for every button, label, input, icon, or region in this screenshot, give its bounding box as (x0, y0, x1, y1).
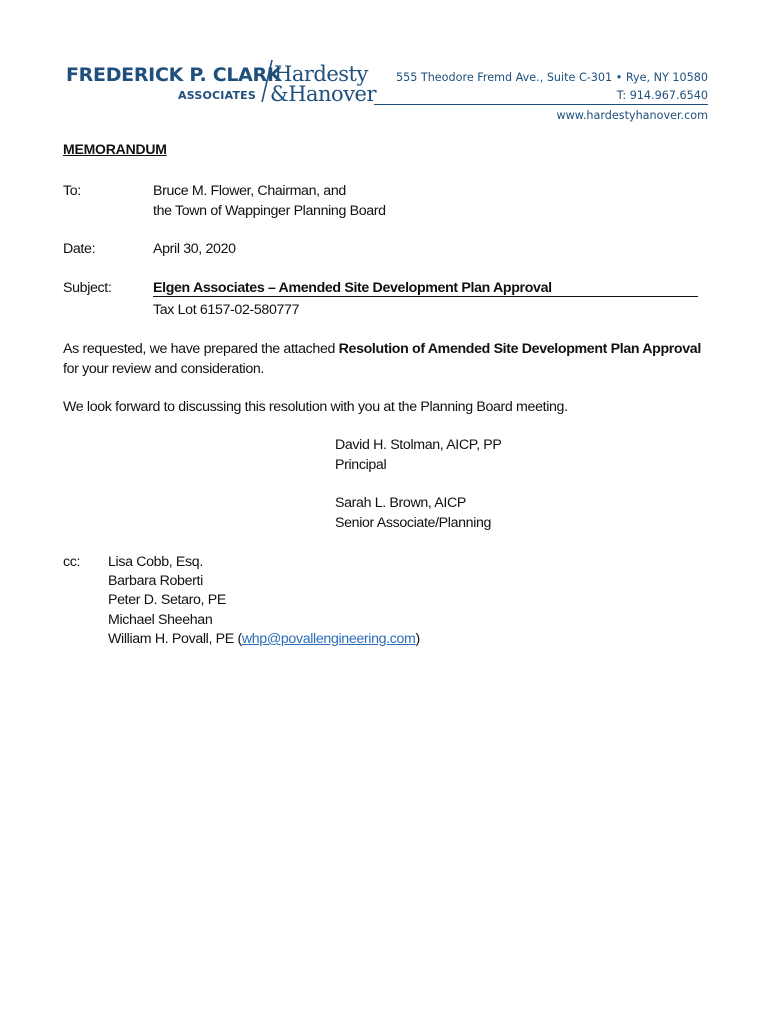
signer-1-name: David H. Stolman, AICP, PP (335, 437, 502, 453)
logo-hanover-text: &Hanover (270, 82, 377, 106)
signer-2-name: Sarah L. Brown, AICP (335, 495, 467, 511)
to-line-2: the Town of Wappinger Planning Board (153, 203, 386, 219)
letterhead-phone: T: 914.967.6540 (616, 89, 708, 102)
letterhead-divider (374, 104, 708, 105)
to-label: To: (63, 183, 81, 199)
signer-1-title: Principal (335, 457, 387, 473)
subject-label: Subject: (63, 280, 112, 296)
logo-hardesty-text: Hardesty (274, 62, 368, 86)
subject-line-2: Tax Lot 6157-02-580777 (153, 302, 300, 318)
cc-item: Michael Sheehan (108, 612, 213, 628)
paragraph-1-prefix: As requested, we have prepared the attached (63, 341, 339, 357)
cc-item-last (108, 629, 420, 649)
subject-underline (153, 296, 698, 297)
date-value: April 30, 2020 (153, 241, 236, 257)
cc-item: Barbara Roberti (108, 573, 203, 589)
cc-label: cc: (63, 554, 81, 570)
paragraph-1-line-1 (63, 339, 701, 359)
paragraph-1-bold: Resolution of Amended Site Development Plan Approval (338, 341, 701, 357)
email-link[interactable]: whp@povallengineering.com (241, 631, 416, 647)
cc-item: Peter D. Setaro, PE (108, 592, 226, 608)
paragraph-1-line-2: for your review and consideration. (63, 361, 265, 377)
logo-frederick-text: FREDERICK P. CLARK (66, 64, 282, 86)
subject-line-1: Elgen Associates – Amended Site Development Plan Approval (153, 280, 552, 296)
cc-last-prefix: William H. Povall, PE ( (108, 631, 242, 647)
paragraph-2: We look forward to discussing this resolution with you at the Planning Board meeting. (63, 399, 568, 415)
to-line-1: Bruce M. Flower, Chairman, and (153, 183, 346, 199)
signer-2-title: Senior Associate/Planning (335, 515, 492, 531)
logo-associates-text: ASSOCIATES (178, 89, 256, 102)
letterhead-address: 555 Theodore Fremd Ave., Suite C-301 • Rye, NY 10580 (395, 71, 708, 84)
letterhead-website: www.hardestyhanover.com (556, 109, 708, 122)
company-logo (66, 62, 377, 106)
memo-heading: MEMORANDUM (63, 141, 167, 157)
date-label: Date: (63, 241, 96, 257)
cc-item: Lisa Cobb, Esq. (108, 554, 203, 570)
cc-last-suffix: ) (415, 631, 420, 647)
